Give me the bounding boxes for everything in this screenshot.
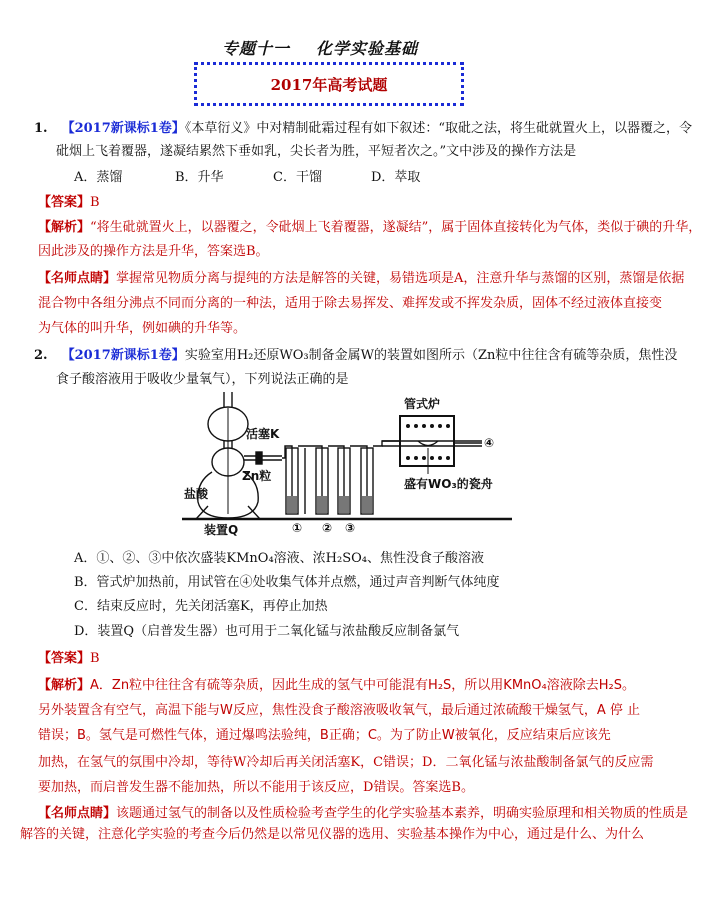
q2-analysis-4: 加热，在氢气的氛围中冷却，等待W冷却后再关闭活塞K，C错误；D．二氧化锰与浓盐酸制备氯气的反应需: [38, 755, 654, 770]
q1-line1: [34, 120, 692, 137]
q2-analysis-1: [38, 677, 635, 694]
q2-option-b: B．管式炉加热前，用试管在④处收集气体并点燃，通过声音判断气体纯度: [74, 575, 500, 590]
label-tube-1: ①: [292, 521, 303, 535]
q1-answer-value: B: [90, 195, 100, 210]
q1-stem-1: 《本草衍义》中对精制砒霜过程有如下叙述：“取砒之法，将生砒就置火上，以器覆之，令: [184, 121, 692, 136]
q1-analysis-label: 【解析】: [38, 220, 91, 235]
q2-line1: [34, 347, 677, 364]
label-acid: 盐酸: [184, 487, 209, 501]
year-title: 2017年高考试题: [270, 75, 388, 94]
q2-answer-value: B: [90, 651, 100, 666]
q2-stem-1: 实验室用H₂还原WO₃制备金属W的装置如图所示（Zn粒中往往含有硫等杂质，焦性没: [184, 348, 678, 363]
q1-tip-2: 混合物中各组分沸点不同而分离的一种法，适用于除去易挥发、难挥发或不挥发杂质，固体不经过液体直接变: [38, 296, 663, 311]
label-tube-2: ②: [322, 521, 333, 535]
q1-analysis-text-1: “将生砒就置火上，以器覆之，令砒烟上飞着覆器，遂凝结”，属于固体直接转化为气体，类似于碘的升华，: [90, 220, 701, 235]
label-furnace: 管式炉: [404, 397, 441, 411]
q2-tip-2: 解答的关键，注意化学实验的考查今后仍然是以常见仪器的选用、实验基本操作为中心，通过是什么、为什么: [20, 827, 645, 842]
q1-tip-text-1: 掌握常见物质分离与提纯的方法是解答的关键，易错选项是A，注意升华与蒸馏的区别，蒸馏是依据: [116, 271, 685, 286]
q2-analysis-text-1: A．Zn粒中往往含有硫等杂质，因此生成的氢气中可能混有H₂S，所以用KMnO₄溶液除去H₂S。: [90, 678, 635, 693]
chapter-title: 化学实验基础: [316, 39, 419, 58]
label-outlet-4: ④: [484, 436, 495, 450]
q1-tip-1: [38, 270, 684, 287]
q2-analysis-3: 错误；B。氢气是可燃性气体，通过爆鸣法验纯，B正确；C。为了防止W被氧化，反应结束后应该先: [38, 728, 611, 743]
q1-option-b: B．升华: [175, 170, 224, 185]
q2-answer-label: 【答案】: [38, 651, 91, 666]
q1-number: 1.: [34, 121, 48, 136]
chapter-number: 专题十一: [221, 39, 290, 58]
q2-stem-2: 食子酸溶液用于吸收少量氧气），下列说法正确的是: [56, 372, 349, 387]
q2-answer: [38, 650, 100, 667]
q1-tip-label: 【名师点睛】: [38, 271, 117, 286]
q2-tip-label: 【名师点睛】: [38, 806, 117, 821]
label-boat: 盛有WO₃的瓷舟: [404, 477, 493, 491]
q1-answer: [38, 194, 100, 211]
label-device-q: 装置Q: [204, 523, 239, 537]
q2-number: 2.: [34, 348, 48, 363]
q2-source: 【2017新课标1卷】: [61, 348, 185, 363]
q2-option-d: D．装置Q（启普发生器）也可用于二氧化锰与浓盐酸反应制备氯气: [74, 624, 460, 639]
q2-option-a: A．①、②、③中依次盛装KMnO₄溶液、浓H₂SO₄、焦性没食子酸溶液: [74, 551, 484, 566]
q1-option-c: C．干馏: [273, 170, 322, 185]
q1-analysis-1: [38, 219, 701, 236]
q1-tip-3: 为气体的叫升华，例如碘的升华等。: [38, 321, 247, 336]
q1-source: 【2017新课标1卷】: [61, 121, 185, 136]
q2-option-c: C．结束反应时，先关闭活塞K，再停止加热: [74, 599, 328, 614]
q1-stem-2: 砒烟上飞着覆器，遂凝结累然下垂如乳，尖长者为胜，平短者次之。”文中涉及的操作方法是: [56, 144, 577, 159]
q2-analysis-5: 要加热，而启普发生器不能加热，所以不能用于该反应，D错误。答案选B。: [38, 780, 474, 795]
q1-analysis-2: 因此涉及的操作方法是升华，答案选B。: [38, 244, 269, 259]
q1-answer-label: 【答案】: [38, 195, 91, 210]
q2-tip-1: [38, 805, 688, 822]
q1-option-a: A．蒸馏: [74, 170, 123, 185]
q2-tip-text-1: 该题通过氢气的制备以及性质检验考查学生的化学实验基本素养，明确实验原理和相关物质的性质是: [116, 806, 689, 821]
q2-analysis-label: 【解析】: [38, 678, 91, 693]
year-title-box: [194, 62, 464, 106]
chapter-heading: [0, 36, 640, 59]
q1-option-d: D．萃取: [371, 170, 421, 185]
label-tube-3: ③: [345, 521, 356, 535]
apparatus-figure: [182, 386, 512, 536]
label-stopcock: 活塞K: [246, 427, 280, 441]
label-zn: Zn粒: [242, 469, 272, 483]
q2-analysis-2: 另外装置含有空气，高温下能与W反应，焦性没食子酸溶液吸收氧气，最后通过浓硫酸干燥氢气，A 停 止: [38, 703, 641, 718]
